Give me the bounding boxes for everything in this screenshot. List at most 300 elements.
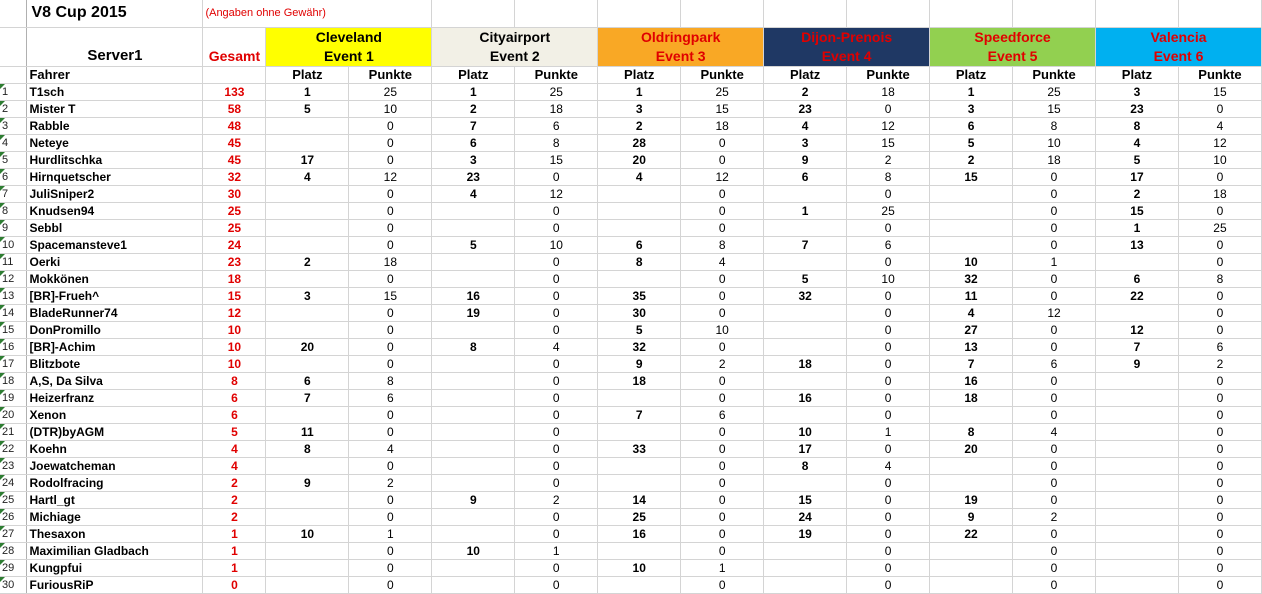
platz-cell[interactable] xyxy=(432,355,515,372)
platz-cell[interactable]: 2 xyxy=(598,117,681,134)
platz-cell[interactable]: 33 xyxy=(598,440,681,457)
platz-cell[interactable]: 10 xyxy=(930,253,1013,270)
platz-cell[interactable] xyxy=(266,219,349,236)
punkte-cell[interactable]: 0 xyxy=(349,202,432,219)
platz-cell[interactable]: 28 xyxy=(598,134,681,151)
row-number[interactable] xyxy=(0,202,27,219)
punkte-cell[interactable]: 0 xyxy=(515,525,598,542)
platz-cell[interactable] xyxy=(764,406,847,423)
driver-name[interactable]: Oerki xyxy=(27,253,203,270)
punkte-cell[interactable]: 0 xyxy=(1178,508,1261,525)
punkte-cell[interactable]: 0 xyxy=(349,219,432,236)
driver-name[interactable]: A,S, Da Silva xyxy=(27,372,203,389)
row-number[interactable] xyxy=(0,372,27,389)
platz-cell[interactable] xyxy=(598,542,681,559)
punkte-cell[interactable]: 12 xyxy=(515,185,598,202)
punkte-cell[interactable]: 10 xyxy=(681,321,764,338)
platz-cell[interactable]: 11 xyxy=(266,423,349,440)
platz-cell[interactable]: 5 xyxy=(1095,151,1178,168)
punkte-cell[interactable]: 0 xyxy=(515,559,598,576)
punkte-cell[interactable]: 0 xyxy=(349,304,432,321)
platz-cell[interactable]: 6 xyxy=(432,134,515,151)
platz-cell[interactable] xyxy=(432,406,515,423)
total-points[interactable]: 58 xyxy=(203,100,266,117)
punkte-cell[interactable]: 2 xyxy=(681,355,764,372)
platz-cell[interactable]: 7 xyxy=(266,389,349,406)
platz-cell[interactable] xyxy=(764,304,847,321)
platz-cell[interactable] xyxy=(1095,559,1178,576)
punkte-cell[interactable]: 8 xyxy=(847,168,930,185)
punkte-cell[interactable]: 0 xyxy=(681,440,764,457)
platz-cell[interactable]: 9 xyxy=(764,151,847,168)
punkte-cell[interactable]: 0 xyxy=(1013,338,1096,355)
driver-name[interactable]: Maximilian Gladbach xyxy=(27,542,203,559)
event-header-6[interactable] xyxy=(1095,27,1261,66)
punkte-cell[interactable]: 0 xyxy=(1013,287,1096,304)
punkte-cell[interactable]: 2 xyxy=(1178,355,1261,372)
punkte-cell[interactable]: 10 xyxy=(349,100,432,117)
platz-cell[interactable]: 6 xyxy=(1095,270,1178,287)
punkte-cell[interactable]: 18 xyxy=(847,83,930,100)
platz-cell[interactable] xyxy=(764,542,847,559)
punkte-cell[interactable]: 12 xyxy=(1178,134,1261,151)
platz-cell[interactable] xyxy=(1095,372,1178,389)
platz-cell[interactable]: 18 xyxy=(598,372,681,389)
punkte-cell[interactable]: 10 xyxy=(847,270,930,287)
platz-cell[interactable]: 16 xyxy=(598,525,681,542)
platz-cell[interactable]: 8 xyxy=(598,253,681,270)
punkte-cell[interactable]: 8 xyxy=(1178,270,1261,287)
row-number[interactable] xyxy=(0,100,27,117)
punkte-cell[interactable]: 0 xyxy=(847,542,930,559)
row-number[interactable] xyxy=(0,508,27,525)
platz-cell[interactable]: 15 xyxy=(764,491,847,508)
platz-cell[interactable] xyxy=(1095,423,1178,440)
punkte-cell[interactable]: 0 xyxy=(1013,389,1096,406)
platz-cell[interactable]: 6 xyxy=(764,168,847,185)
punkte-cell[interactable]: 0 xyxy=(681,372,764,389)
punkte-header[interactable]: Punkte xyxy=(515,66,598,83)
punkte-cell[interactable]: 6 xyxy=(847,236,930,253)
platz-cell[interactable] xyxy=(432,508,515,525)
punkte-cell[interactable]: 6 xyxy=(681,406,764,423)
row-number[interactable] xyxy=(0,134,27,151)
punkte-cell[interactable]: 0 xyxy=(681,185,764,202)
platz-cell[interactable]: 10 xyxy=(764,423,847,440)
platz-cell[interactable] xyxy=(266,542,349,559)
punkte-cell[interactable]: 0 xyxy=(1178,457,1261,474)
punkte-header[interactable]: Punkte xyxy=(681,66,764,83)
punkte-cell[interactable]: 0 xyxy=(1178,559,1261,576)
punkte-cell[interactable]: 0 xyxy=(349,117,432,134)
platz-cell[interactable]: 3 xyxy=(764,134,847,151)
platz-cell[interactable]: 5 xyxy=(432,236,515,253)
punkte-cell[interactable]: 8 xyxy=(349,372,432,389)
punkte-cell[interactable]: 0 xyxy=(847,508,930,525)
punkte-cell[interactable]: 4 xyxy=(1178,117,1261,134)
total-points[interactable]: 15 xyxy=(203,287,266,304)
platz-cell[interactable]: 25 xyxy=(598,508,681,525)
row-number[interactable] xyxy=(0,457,27,474)
punkte-cell[interactable]: 0 xyxy=(847,406,930,423)
platz-cell[interactable] xyxy=(764,321,847,338)
driver-name[interactable]: (DTR)byAGM xyxy=(27,423,203,440)
punkte-cell[interactable]: 18 xyxy=(1013,151,1096,168)
punkte-cell[interactable]: 0 xyxy=(1178,423,1261,440)
punkte-cell[interactable]: 0 xyxy=(1013,219,1096,236)
punkte-header[interactable]: Punkte xyxy=(349,66,432,83)
punkte-cell[interactable]: 0 xyxy=(1013,440,1096,457)
punkte-cell[interactable]: 0 xyxy=(1178,100,1261,117)
platz-cell[interactable] xyxy=(266,304,349,321)
platz-cell[interactable] xyxy=(266,185,349,202)
platz-cell[interactable] xyxy=(1095,576,1178,593)
punkte-cell[interactable]: 0 xyxy=(847,321,930,338)
punkte-cell[interactable]: 0 xyxy=(515,321,598,338)
punkte-cell[interactable]: 18 xyxy=(1178,185,1261,202)
row-number[interactable] xyxy=(0,270,27,287)
platz-cell[interactable]: 23 xyxy=(764,100,847,117)
platz-cell[interactable] xyxy=(1095,525,1178,542)
driver-name[interactable]: Hartl_gt xyxy=(27,491,203,508)
platz-cell[interactable] xyxy=(266,457,349,474)
total-points[interactable]: 23 xyxy=(203,253,266,270)
punkte-cell[interactable]: 0 xyxy=(847,474,930,491)
platz-cell[interactable]: 7 xyxy=(432,117,515,134)
punkte-cell[interactable]: 0 xyxy=(349,542,432,559)
platz-cell[interactable] xyxy=(1095,457,1178,474)
punkte-cell[interactable]: 0 xyxy=(681,474,764,491)
driver-name[interactable]: Rabble xyxy=(27,117,203,134)
driver-name[interactable]: Hirnquetscher xyxy=(27,168,203,185)
platz-cell[interactable]: 4 xyxy=(432,185,515,202)
punkte-cell[interactable]: 0 xyxy=(349,355,432,372)
punkte-cell[interactable]: 18 xyxy=(681,117,764,134)
punkte-cell[interactable]: 0 xyxy=(1178,474,1261,491)
platz-cell[interactable]: 6 xyxy=(266,372,349,389)
punkte-cell[interactable]: 0 xyxy=(349,321,432,338)
punkte-cell[interactable]: 12 xyxy=(847,117,930,134)
punkte-cell[interactable]: 0 xyxy=(1178,542,1261,559)
driver-name[interactable]: Mister T xyxy=(27,100,203,117)
punkte-cell[interactable]: 0 xyxy=(1013,270,1096,287)
punkte-cell[interactable]: 0 xyxy=(515,219,598,236)
punkte-cell[interactable]: 0 xyxy=(681,134,764,151)
platz-cell[interactable] xyxy=(764,338,847,355)
platz-cell[interactable]: 2 xyxy=(266,253,349,270)
punkte-cell[interactable]: 0 xyxy=(681,338,764,355)
punkte-cell[interactable]: 0 xyxy=(515,304,598,321)
platz-cell[interactable] xyxy=(1095,542,1178,559)
platz-cell[interactable] xyxy=(930,457,1013,474)
platz-cell[interactable] xyxy=(764,219,847,236)
punkte-cell[interactable]: 0 xyxy=(515,474,598,491)
platz-cell[interactable] xyxy=(266,355,349,372)
row-number[interactable] xyxy=(0,389,27,406)
punkte-cell[interactable]: 0 xyxy=(1178,525,1261,542)
platz-cell[interactable]: 4 xyxy=(266,168,349,185)
punkte-cell[interactable]: 0 xyxy=(1013,457,1096,474)
platz-cell[interactable] xyxy=(930,576,1013,593)
row-header[interactable] xyxy=(0,66,27,83)
row-number[interactable] xyxy=(0,168,27,185)
punkte-cell[interactable]: 15 xyxy=(847,134,930,151)
platz-cell[interactable]: 17 xyxy=(1095,168,1178,185)
punkte-cell[interactable]: 0 xyxy=(681,270,764,287)
platz-cell[interactable] xyxy=(930,236,1013,253)
punkte-cell[interactable]: 0 xyxy=(515,389,598,406)
punkte-cell[interactable]: 0 xyxy=(515,372,598,389)
row-number[interactable] xyxy=(0,474,27,491)
punkte-cell[interactable]: 0 xyxy=(515,440,598,457)
punkte-cell[interactable]: 0 xyxy=(349,491,432,508)
punkte-cell[interactable]: 0 xyxy=(1013,525,1096,542)
platz-cell[interactable]: 12 xyxy=(1095,321,1178,338)
driver-name[interactable]: BladeRunner74 xyxy=(27,304,203,321)
platz-cell[interactable]: 3 xyxy=(1095,83,1178,100)
driver-name[interactable]: [BR]-Frueh^ xyxy=(27,287,203,304)
punkte-cell[interactable]: 0 xyxy=(847,287,930,304)
punkte-cell[interactable]: 0 xyxy=(349,338,432,355)
punkte-cell[interactable]: 15 xyxy=(1013,100,1096,117)
platz-cell[interactable]: 27 xyxy=(930,321,1013,338)
punkte-header[interactable]: Punkte xyxy=(847,66,930,83)
disclaimer-note[interactable]: (Angaben ohne Gewähr) xyxy=(203,0,432,27)
platz-cell[interactable] xyxy=(266,508,349,525)
punkte-cell[interactable]: 0 xyxy=(349,134,432,151)
total-points[interactable]: 48 xyxy=(203,117,266,134)
punkte-cell[interactable]: 0 xyxy=(681,576,764,593)
punkte-cell[interactable]: 0 xyxy=(1178,321,1261,338)
punkte-cell[interactable]: 1 xyxy=(349,525,432,542)
row-number[interactable] xyxy=(0,287,27,304)
platz-cell[interactable] xyxy=(930,185,1013,202)
punkte-cell[interactable]: 0 xyxy=(1178,440,1261,457)
punkte-header[interactable]: Punkte xyxy=(1178,66,1261,83)
total-points[interactable]: 4 xyxy=(203,457,266,474)
punkte-cell[interactable]: 0 xyxy=(349,185,432,202)
punkte-cell[interactable]: 0 xyxy=(1013,168,1096,185)
sheet-title[interactable]: V8 Cup 2015 xyxy=(27,0,203,27)
platz-cell[interactable]: 15 xyxy=(1095,202,1178,219)
driver-name[interactable]: Heizerfranz xyxy=(27,389,203,406)
driver-name[interactable]: Thesaxon xyxy=(27,525,203,542)
platz-cell[interactable]: 4 xyxy=(598,168,681,185)
row-header[interactable] xyxy=(0,0,27,27)
platz-cell[interactable]: 20 xyxy=(930,440,1013,457)
punkte-cell[interactable]: 0 xyxy=(1013,576,1096,593)
row-number[interactable] xyxy=(0,253,27,270)
punkte-cell[interactable]: 0 xyxy=(847,491,930,508)
platz-cell[interactable]: 22 xyxy=(930,525,1013,542)
punkte-cell[interactable]: 1 xyxy=(1013,253,1096,270)
punkte-cell[interactable]: 0 xyxy=(847,576,930,593)
row-number[interactable] xyxy=(0,83,27,100)
punkte-cell[interactable]: 6 xyxy=(1013,355,1096,372)
platz-cell[interactable] xyxy=(432,525,515,542)
platz-cell[interactable] xyxy=(266,576,349,593)
punkte-cell[interactable]: 0 xyxy=(681,508,764,525)
punkte-cell[interactable]: 0 xyxy=(515,355,598,372)
punkte-cell[interactable]: 10 xyxy=(1013,134,1096,151)
punkte-header[interactable]: Punkte xyxy=(1013,66,1096,83)
platz-cell[interactable]: 9 xyxy=(266,474,349,491)
punkte-cell[interactable]: 0 xyxy=(847,338,930,355)
platz-cell[interactable]: 1 xyxy=(1095,219,1178,236)
platz-header[interactable]: Platz xyxy=(930,66,1013,83)
punkte-cell[interactable]: 0 xyxy=(349,508,432,525)
punkte-cell[interactable]: 0 xyxy=(515,168,598,185)
platz-cell[interactable] xyxy=(266,236,349,253)
platz-cell[interactable]: 16 xyxy=(432,287,515,304)
total-points[interactable]: 4 xyxy=(203,440,266,457)
platz-cell[interactable]: 9 xyxy=(930,508,1013,525)
platz-cell[interactable] xyxy=(930,219,1013,236)
platz-cell[interactable]: 23 xyxy=(432,168,515,185)
punkte-cell[interactable]: 18 xyxy=(515,100,598,117)
total-points[interactable]: 2 xyxy=(203,508,266,525)
punkte-cell[interactable]: 0 xyxy=(681,491,764,508)
punkte-cell[interactable]: 0 xyxy=(847,304,930,321)
total-points[interactable]: 25 xyxy=(203,219,266,236)
punkte-cell[interactable]: 0 xyxy=(1178,287,1261,304)
platz-cell[interactable]: 8 xyxy=(432,338,515,355)
punkte-cell[interactable]: 10 xyxy=(515,236,598,253)
punkte-cell[interactable]: 0 xyxy=(681,219,764,236)
platz-cell[interactable]: 10 xyxy=(432,542,515,559)
punkte-cell[interactable]: 12 xyxy=(681,168,764,185)
punkte-cell[interactable]: 0 xyxy=(349,423,432,440)
punkte-cell[interactable]: 1 xyxy=(847,423,930,440)
platz-cell[interactable]: 4 xyxy=(1095,134,1178,151)
driver-name[interactable]: Kungpfui xyxy=(27,559,203,576)
punkte-cell[interactable]: 0 xyxy=(1178,576,1261,593)
fahrer-label[interactable]: Fahrer xyxy=(27,66,203,83)
row-number[interactable] xyxy=(0,576,27,593)
platz-cell[interactable] xyxy=(432,576,515,593)
punkte-cell[interactable]: 25 xyxy=(349,83,432,100)
platz-cell[interactable] xyxy=(1095,508,1178,525)
punkte-cell[interactable]: 4 xyxy=(847,457,930,474)
platz-cell[interactable] xyxy=(930,406,1013,423)
platz-cell[interactable] xyxy=(764,185,847,202)
punkte-cell[interactable]: 0 xyxy=(847,355,930,372)
punkte-cell[interactable]: 0 xyxy=(1013,372,1096,389)
punkte-cell[interactable]: 0 xyxy=(515,287,598,304)
punkte-cell[interactable]: 0 xyxy=(847,185,930,202)
punkte-cell[interactable]: 0 xyxy=(515,406,598,423)
row-number[interactable] xyxy=(0,321,27,338)
platz-cell[interactable]: 9 xyxy=(432,491,515,508)
total-points[interactable]: 133 xyxy=(203,83,266,100)
punkte-cell[interactable]: 0 xyxy=(1178,202,1261,219)
punkte-cell[interactable]: 4 xyxy=(681,253,764,270)
punkte-cell[interactable]: 18 xyxy=(349,253,432,270)
platz-cell[interactable]: 8 xyxy=(930,423,1013,440)
total-points[interactable]: 18 xyxy=(203,270,266,287)
driver-name[interactable]: Knudsen94 xyxy=(27,202,203,219)
punkte-cell[interactable]: 0 xyxy=(515,253,598,270)
row-header[interactable] xyxy=(0,27,27,66)
punkte-cell[interactable]: 0 xyxy=(349,406,432,423)
platz-cell[interactable] xyxy=(432,559,515,576)
punkte-cell[interactable]: 0 xyxy=(681,457,764,474)
event-header-1[interactable] xyxy=(266,27,432,66)
platz-cell[interactable]: 19 xyxy=(432,304,515,321)
punkte-cell[interactable]: 0 xyxy=(1013,474,1096,491)
platz-cell[interactable]: 32 xyxy=(930,270,1013,287)
platz-cell[interactable]: 3 xyxy=(930,100,1013,117)
platz-cell[interactable] xyxy=(432,321,515,338)
platz-cell[interactable] xyxy=(1095,440,1178,457)
platz-cell[interactable]: 8 xyxy=(266,440,349,457)
punkte-cell[interactable]: 0 xyxy=(1013,236,1096,253)
platz-cell[interactable]: 5 xyxy=(764,270,847,287)
platz-cell[interactable]: 22 xyxy=(1095,287,1178,304)
row-number[interactable] xyxy=(0,236,27,253)
punkte-cell[interactable]: 2 xyxy=(847,151,930,168)
row-number[interactable] xyxy=(0,355,27,372)
row-number[interactable] xyxy=(0,117,27,134)
platz-cell[interactable]: 3 xyxy=(432,151,515,168)
platz-cell[interactable]: 30 xyxy=(598,304,681,321)
row-number[interactable] xyxy=(0,423,27,440)
platz-cell[interactable] xyxy=(598,185,681,202)
punkte-cell[interactable]: 0 xyxy=(681,304,764,321)
event-header-2[interactable] xyxy=(432,27,598,66)
punkte-cell[interactable]: 0 xyxy=(847,372,930,389)
row-number[interactable] xyxy=(0,338,27,355)
total-points[interactable]: 12 xyxy=(203,304,266,321)
driver-name[interactable]: Joewatcheman xyxy=(27,457,203,474)
driver-name[interactable]: [BR]-Achim xyxy=(27,338,203,355)
platz-cell[interactable]: 11 xyxy=(930,287,1013,304)
platz-cell[interactable] xyxy=(266,134,349,151)
platz-cell[interactable]: 15 xyxy=(930,168,1013,185)
platz-cell[interactable] xyxy=(432,270,515,287)
total-points[interactable]: 30 xyxy=(203,185,266,202)
punkte-cell[interactable]: 0 xyxy=(349,576,432,593)
platz-cell[interactable]: 3 xyxy=(598,100,681,117)
platz-cell[interactable]: 19 xyxy=(764,525,847,542)
platz-cell[interactable]: 10 xyxy=(266,525,349,542)
platz-cell[interactable]: 18 xyxy=(764,355,847,372)
platz-cell[interactable] xyxy=(432,389,515,406)
row-number[interactable] xyxy=(0,525,27,542)
punkte-cell[interactable]: 25 xyxy=(515,83,598,100)
punkte-cell[interactable]: 0 xyxy=(847,440,930,457)
platz-cell[interactable]: 9 xyxy=(1095,355,1178,372)
total-points[interactable]: 45 xyxy=(203,151,266,168)
platz-cell[interactable]: 19 xyxy=(930,491,1013,508)
platz-cell[interactable] xyxy=(1095,253,1178,270)
platz-cell[interactable] xyxy=(598,270,681,287)
punkte-cell[interactable]: 0 xyxy=(1178,236,1261,253)
total-points[interactable]: 24 xyxy=(203,236,266,253)
total-points[interactable]: 10 xyxy=(203,355,266,372)
punkte-cell[interactable]: 0 xyxy=(1013,491,1096,508)
platz-cell[interactable]: 32 xyxy=(764,287,847,304)
gesamt-label[interactable]: Gesamt xyxy=(203,27,266,66)
punkte-cell[interactable]: 0 xyxy=(1013,185,1096,202)
punkte-cell[interactable]: 1 xyxy=(681,559,764,576)
row-number[interactable] xyxy=(0,219,27,236)
punkte-cell[interactable]: 6 xyxy=(1178,338,1261,355)
platz-cell[interactable] xyxy=(432,372,515,389)
platz-cell[interactable]: 20 xyxy=(598,151,681,168)
driver-name[interactable]: Blitzbote xyxy=(27,355,203,372)
driver-name[interactable]: Hurdlitschka xyxy=(27,151,203,168)
